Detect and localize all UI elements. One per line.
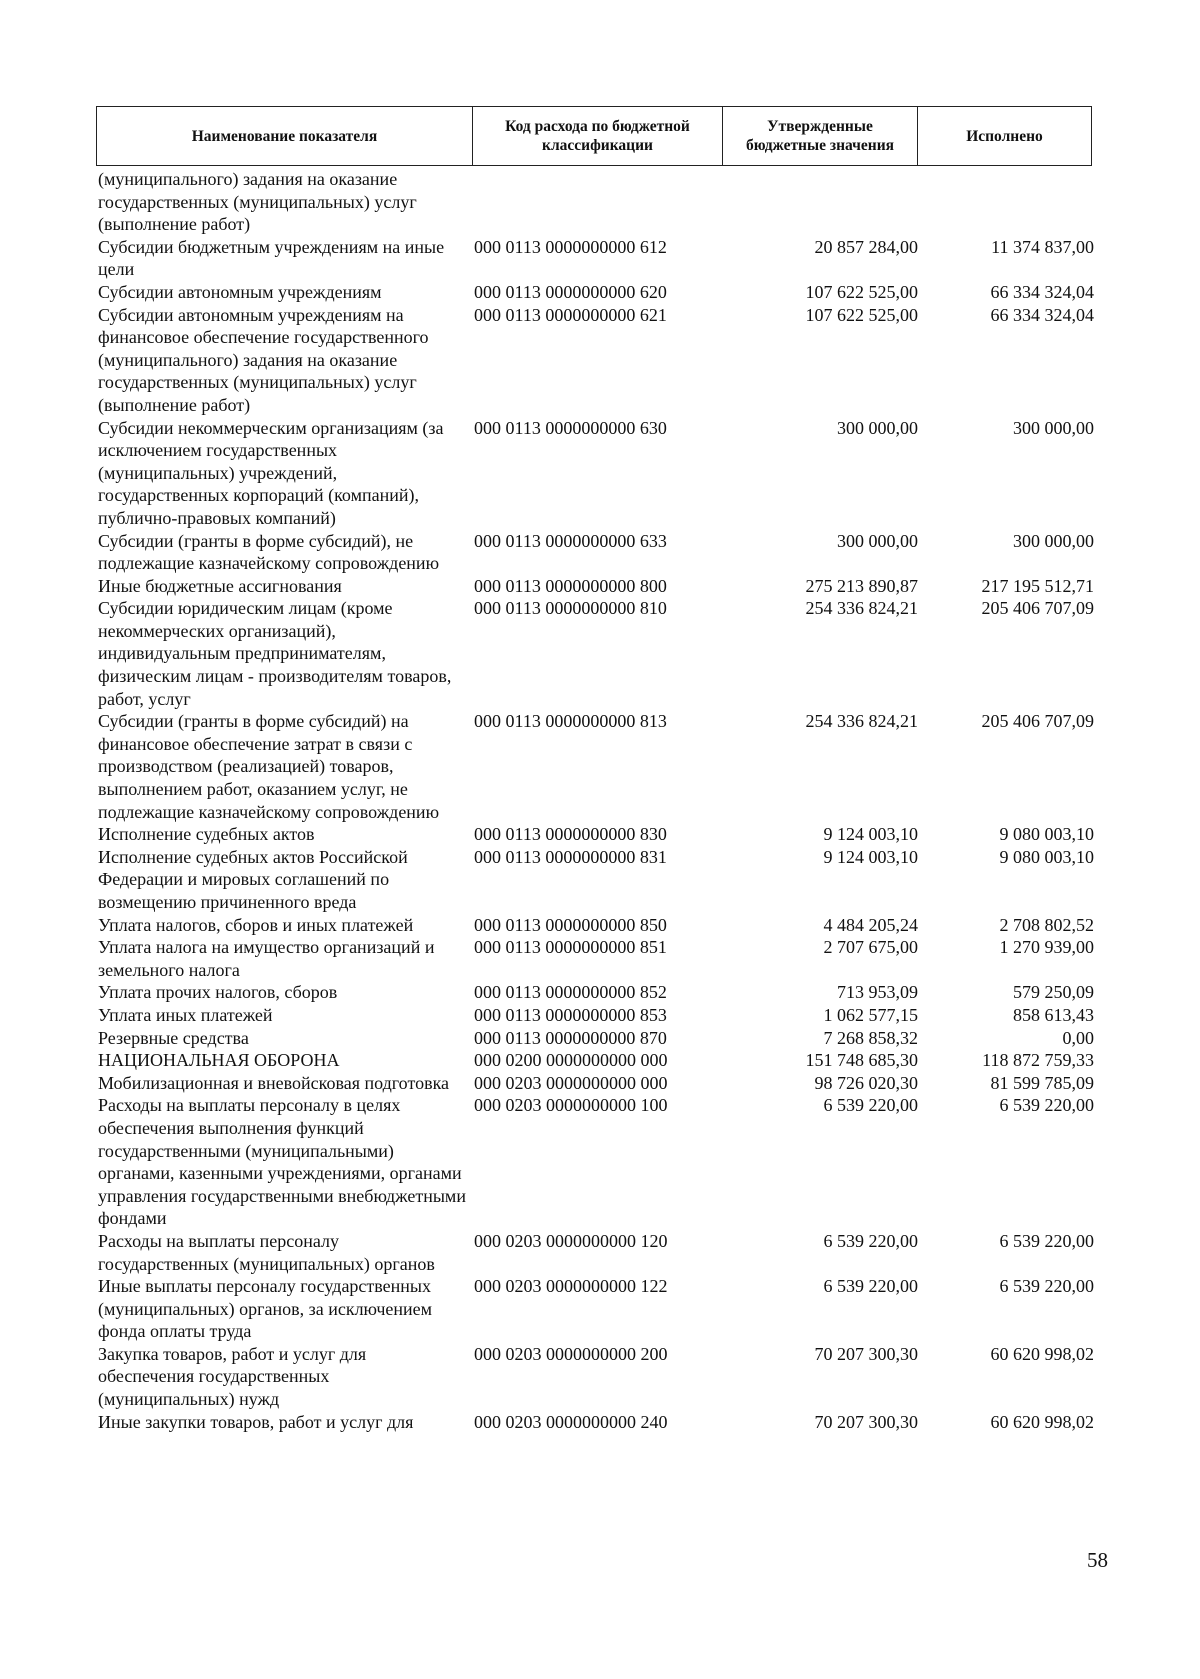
row-executed: 300 000,00 [1013,530,1094,551]
row-approved: 300 000,00 [837,530,918,551]
table-row [98,417,1094,530]
row-executed: 0,00 [1062,1027,1094,1048]
row-executed: 1 270 939,00 [999,937,1094,958]
row-approved: 1 062 577,15 [823,1004,918,1025]
row-approved: 6 539 220,00 [823,1230,918,1251]
header-approved-column: Утвержденные бюджетные значения [723,107,918,165]
table-row [98,597,1094,710]
row-name: Закупка товаров, работ и услуг для обеспечения государственных (муниципальных) нужд [98,1343,367,1410]
row-approved: 70 207 300,30 [814,1411,918,1432]
row-executed: 6 539 220,00 [999,1095,1094,1116]
row-code: 000 0203 0000000000 122 [474,1276,668,1297]
row-approved: 6 539 220,00 [823,1095,918,1116]
row-approved: 98 726 020,30 [814,1072,918,1093]
table-row [98,575,1094,598]
row-approved: 254 336 824,21 [805,711,918,732]
row-code: 000 0203 0000000000 100 [474,1095,668,1116]
row-name: (муниципального) задания на оказание государственных (муниципальных) услуг (выполнение работ) [98,169,417,235]
table-row [98,1411,1094,1434]
row-code: 000 0113 0000000000 633 [474,530,667,551]
table-row [98,936,1094,981]
row-code: 000 0113 0000000000 830 [474,824,667,845]
row-approved: 2 707 675,00 [823,937,918,958]
row-approved: 6 539 220,00 [823,1276,918,1297]
row-approved: 107 622 525,00 [805,304,918,325]
table-body [98,168,1094,1433]
row-executed: 579 250,09 [1013,982,1094,1003]
row-executed: 118 872 759,33 [982,1050,1094,1071]
row-executed: 2 708 802,52 [999,914,1094,935]
row-name: Иные выплаты персоналу государственных (муниципальных) органов, за исключением фонда оплаты труда [98,1276,433,1342]
row-approved: 254 336 824,21 [805,598,918,619]
table-header [96,106,1092,166]
row-name: Мобилизационная и вневойсковая подготовка [98,1072,450,1093]
row-code: 000 0113 0000000000 813 [474,711,667,732]
row-executed: 6 539 220,00 [999,1276,1094,1297]
row-name: Субсидии (гранты в форме субсидий) на финансовое обеспечение затрат в связи с производством (реализацией) товаров, выполнением работ, оказанием услуг, не подлежащие казначейскому сопровождению [98,711,440,822]
row-name: Субсидии автономным учреждениям на финансовое обеспечение государственного (муниципального) задания на оказание государственных (муниципальных) услуг (выполнение работ) [98,304,429,415]
row-code: 000 0113 0000000000 851 [474,937,667,958]
row-name: Иные бюджетные ассигнования [98,575,342,596]
row-name: Расходы на выплаты персоналу в целях обеспечения выполнения функций государственными (муниципальными) органами, казенными учреждениями, органами управления государственными внебюджетными фондами [98,1095,466,1229]
row-executed: 11 374 837,00 [991,236,1094,257]
row-code: 000 0200 0000000000 000 [474,1050,668,1071]
table-row [98,1230,1094,1275]
row-approved: 107 622 525,00 [805,281,918,302]
table-row [98,1094,1094,1230]
row-name: Уплата налога на имущество организаций и земельного налога [98,937,435,980]
row-name: Исполнение судебных актов [98,824,315,845]
row-name: Уплата иных платежей [98,1004,273,1025]
table-row [98,1343,1094,1411]
row-code: 000 0203 0000000000 120 [474,1230,668,1251]
row-name: Исполнение судебных актов Российской Федерации и мировых соглашений по возмещению причиненного вреда [98,846,408,912]
header-executed-column: Исполнено [966,127,1043,145]
row-approved: 713 953,09 [837,982,918,1003]
table-row [98,914,1094,937]
table-row [98,846,1094,914]
row-name: Субсидии бюджетным учреждениям на иные цели [98,236,445,280]
table-row [98,981,1094,1004]
row-code: 000 0113 0000000000 621 [474,304,667,325]
row-name: НАЦИОНАЛЬНАЯ ОБОРОНА [98,1050,340,1071]
row-executed: 858 613,43 [1013,1004,1094,1025]
table-row [98,1027,1094,1050]
row-name: Субсидии юридическим лицам (кроме некоммерческих организаций), индивидуальным предпринимателям, физическим лицам - производителям товаров, работ, услуг [98,598,452,709]
row-code: 000 0203 0000000000 200 [474,1343,668,1364]
row-code: 000 0113 0000000000 612 [474,236,667,257]
row-executed: 9 080 003,10 [999,824,1094,845]
row-approved: 9 124 003,10 [823,846,918,867]
row-approved: 70 207 300,30 [814,1343,918,1364]
row-name: Резервные средства [98,1027,249,1048]
row-code: 000 0113 0000000000 630 [474,417,667,438]
row-code: 000 0113 0000000000 850 [474,914,667,935]
table-row [98,304,1094,417]
table-row [98,281,1094,304]
table-row [98,1049,1094,1072]
header-code-column: Код расхода по бюджетной классификации [473,107,723,165]
row-code: 000 0113 0000000000 620 [474,281,667,302]
row-approved: 151 748 685,30 [805,1050,918,1071]
row-name: Субсидии автономным учреждениям [98,281,382,302]
row-name: Уплата прочих налогов, сборов [98,982,338,1003]
table-row [98,1072,1094,1095]
row-approved: 4 484 205,24 [823,914,918,935]
row-name: Иные закупки товаров, работ и услуг для [98,1411,414,1432]
row-name: Субсидии (гранты в форме субсидий), не подлежащие казначейскому сопровождению [98,530,440,574]
table-row [98,530,1094,575]
table-row [98,1004,1094,1027]
row-executed: 205 406 707,09 [981,598,1094,619]
row-name: Субсидии некоммерческим организациям (за исключением государственных (муниципальных) учреждений, государственных корпораций (компаний), публично-правовых компаний) [98,417,444,528]
row-executed: 66 334 324,04 [990,304,1094,325]
row-name: Расходы на выплаты персоналу государственных (муниципальных) органов [98,1230,435,1274]
row-code: 000 0113 0000000000 853 [474,1004,667,1025]
row-approved: 300 000,00 [837,417,918,438]
table-row [98,168,1094,236]
row-executed: 217 195 512,71 [981,575,1094,596]
row-approved: 9 124 003,10 [823,824,918,845]
row-executed: 205 406 707,09 [981,711,1094,732]
table-row [98,236,1094,281]
row-code: 000 0113 0000000000 810 [474,598,667,619]
row-executed: 60 620 998,02 [990,1411,1094,1432]
row-executed: 60 620 998,02 [990,1343,1094,1364]
row-executed: 9 080 003,10 [999,846,1094,867]
row-executed: 81 599 785,09 [990,1072,1094,1093]
row-approved: 20 857 284,00 [814,236,918,257]
row-executed: 66 334 324,04 [990,281,1094,302]
row-approved: 275 213 890,87 [805,575,918,596]
table-row [98,710,1094,823]
table-row [98,1275,1094,1343]
row-code: 000 0113 0000000000 852 [474,982,667,1003]
row-executed: 300 000,00 [1013,417,1094,438]
row-code: 000 0203 0000000000 000 [474,1072,668,1093]
table-row [98,823,1094,846]
page-number: 58 [1087,1548,1108,1572]
row-code: 000 0113 0000000000 831 [474,846,667,867]
row-approved: 7 268 858,32 [823,1027,918,1048]
row-code: 000 0203 0000000000 240 [474,1411,668,1432]
header-name-column: Наименование показателя [97,107,473,165]
row-executed: 6 539 220,00 [999,1230,1094,1251]
row-name: Уплата налогов, сборов и иных платежей [98,914,414,935]
row-code: 000 0113 0000000000 870 [474,1027,667,1048]
row-code: 000 0113 0000000000 800 [474,575,667,596]
